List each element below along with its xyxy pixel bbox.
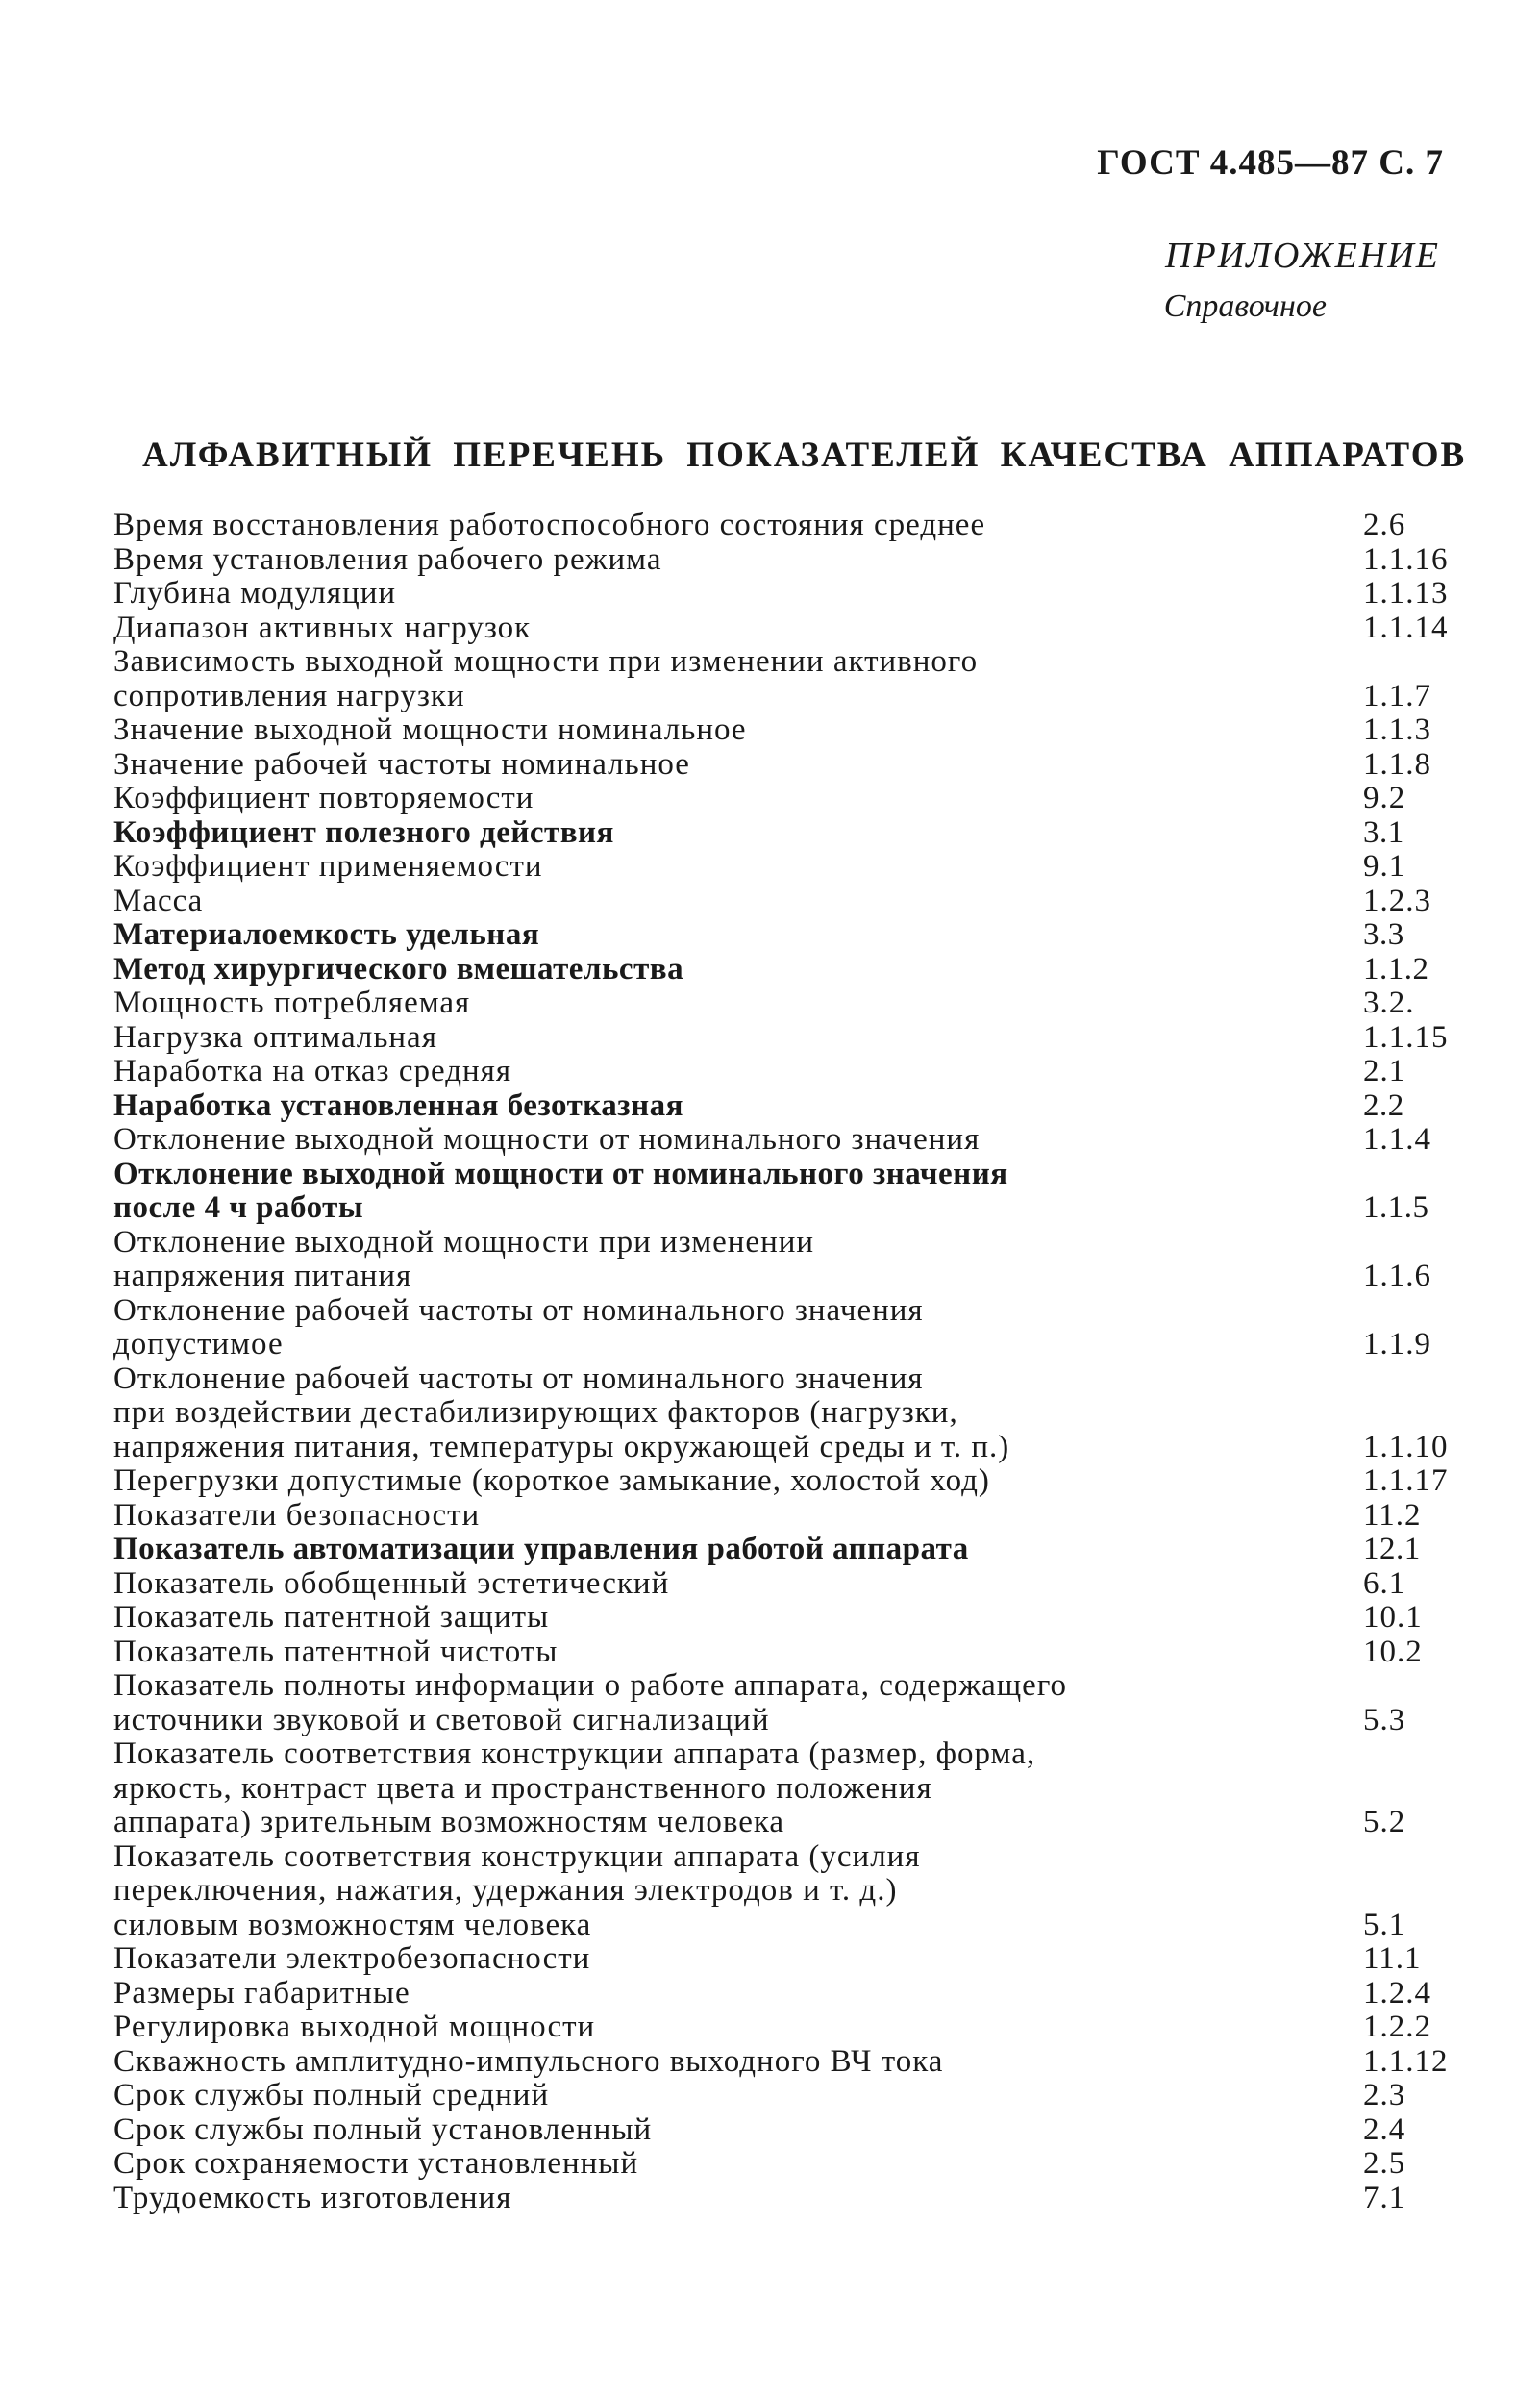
entry-ref: 1.2.4 — [1363, 1975, 1431, 2011]
entry-term: Показатель соответствия конструкции аппарата (усилия переключения, нажатия, удержания электродов и т. д.) силовым возможностям человека — [113, 1838, 921, 1942]
entry-term: Отклонение рабочей частоты от номинального значения при воздействии дестабилизирующих факторов (нагрузки, напряжения питания, температуры окружающей среды и т. п.) — [113, 1361, 1010, 1464]
entry-term: Перегрузки допустимые (короткое замыкание, холостой ход) — [113, 1463, 990, 1498]
appendix-label: ПРИЛОЖЕНИЕ — [1165, 236, 1440, 276]
entry-term: Значение рабочей частоты номинальное — [113, 746, 690, 782]
index-entry — [113, 1089, 1459, 1124]
index-entry — [113, 509, 1459, 543]
index-entry — [113, 987, 1459, 1021]
entry-term: Масса — [113, 883, 204, 918]
entry-term: Показатели электробезопасности — [113, 1941, 591, 1976]
index-entry — [113, 816, 1459, 851]
entry-term: Отклонение выходной мощности при изменении напряжения питания — [113, 1224, 815, 1293]
index-entry — [113, 885, 1459, 919]
index-entry — [113, 850, 1459, 885]
entry-ref: 1.1.17 — [1363, 1463, 1449, 1498]
entry-ref: 2.1 — [1363, 1054, 1406, 1088]
entry-term: Показатель обобщенный эстетический — [113, 1565, 670, 1601]
appendix-type: Справочное — [1163, 288, 1327, 324]
entry-ref: 1.1.2 — [1363, 951, 1429, 987]
index-entry — [113, 1123, 1459, 1158]
index-entry — [113, 1158, 1459, 1226]
index-entry — [113, 1362, 1459, 1465]
entry-ref: 5.1 — [1363, 1907, 1406, 1942]
entry-term: Коэффициент применяемости — [113, 849, 543, 884]
entry-term: Регулировка выходной мощности — [113, 2010, 596, 2044]
entry-ref: 1.1.16 — [1363, 541, 1449, 577]
index-entry — [113, 1055, 1459, 1089]
entry-term: Значение выходной мощности номинальное — [113, 712, 747, 747]
entry-term: Глубина модуляции — [113, 576, 397, 611]
entry-term: Показатель автоматизации управления работой аппарата — [113, 1532, 969, 1566]
entry-term: Время восстановления работоспособного состояния среднее — [113, 508, 986, 542]
index-entry — [113, 1840, 1459, 1943]
entry-ref: 11.1 — [1363, 1941, 1422, 1976]
entry-term: Отклонение выходной мощности от номинального значения — [113, 1122, 981, 1157]
index-entry — [113, 1021, 1459, 1056]
entry-ref: 11.2 — [1363, 1497, 1422, 1533]
entry-term: Материалоемкость удельная — [113, 917, 540, 952]
entry-ref: 2.5 — [1363, 2146, 1406, 2181]
index-entry — [113, 1601, 1459, 1636]
entry-term: Показатель патентной защиты — [113, 1600, 550, 1635]
index-entry — [113, 1636, 1459, 1670]
entry-term: Отклонение выходной мощности от номинального значения после 4 ч работы — [113, 1156, 1008, 1225]
entry-ref: 6.1 — [1363, 1565, 1406, 1601]
index-entry — [113, 2147, 1459, 2182]
entry-term: Срок сохраняемости установленный — [113, 2146, 639, 2181]
entry-ref: 1.1.5 — [1363, 1190, 1429, 1225]
index-entry — [113, 2079, 1459, 2113]
entry-term: Показатель полноты информации о работе аппарата, содержащего источники звуковой и световой сигнализаций — [113, 1668, 1068, 1737]
index-entry — [113, 1737, 1459, 1840]
entry-ref: 1.1.14 — [1363, 610, 1449, 645]
entry-ref: 2.4 — [1363, 2111, 1406, 2147]
entry-ref: 3.3 — [1363, 917, 1404, 952]
entry-ref: 1.1.10 — [1363, 1429, 1449, 1464]
index-entry — [113, 1499, 1459, 1534]
index-entry — [113, 953, 1459, 987]
entry-ref: 10.2 — [1363, 1634, 1423, 1669]
index-list — [113, 509, 1459, 2215]
entry-term: Коэффициент полезного действия — [113, 814, 614, 850]
index-entry — [113, 645, 1459, 713]
index-entry — [113, 2011, 1459, 2045]
entry-ref: 1.1.9 — [1363, 1327, 1431, 1361]
entry-ref: 1.2.2 — [1363, 2010, 1431, 2044]
entry-term: Нагрузка оптимальная — [113, 1019, 437, 1055]
index-entry — [113, 1294, 1459, 1362]
index-entry — [113, 782, 1459, 816]
entry-term: Наработка на отказ средняя — [113, 1054, 512, 1088]
entry-ref: 5.2 — [1363, 1805, 1406, 1839]
entry-ref: 1.2.3 — [1363, 883, 1431, 918]
index-entry — [113, 918, 1459, 953]
entry-term: Размеры габаритные — [113, 1975, 410, 2011]
entry-ref: 1.1.15 — [1363, 1019, 1449, 1055]
index-entry — [113, 2113, 1459, 2148]
entry-term: Срок службы полный установленный — [113, 2111, 653, 2147]
entry-ref: 9.1 — [1363, 849, 1406, 884]
entry-ref: 7.1 — [1363, 2180, 1406, 2215]
index-entry — [113, 1567, 1459, 1602]
entry-term: Зависимость выходной мощности при изменении активного сопротивления нагрузки — [113, 644, 979, 713]
entry-term: Показатель патентной чистоты — [113, 1634, 559, 1669]
entry-ref: 1.1.7 — [1363, 678, 1431, 713]
entry-ref: 3.1 — [1363, 814, 1404, 850]
entry-term: Наработка установленная безотказная — [113, 1087, 683, 1123]
index-entry — [113, 713, 1459, 748]
entry-term: Показатель соответствия конструкции аппарата (размер, форма, яркость, контраст цвета и пространственного положения аппарата) зрительным возможностям человека — [113, 1736, 1036, 1839]
page-title: АЛФАВИТНЫЙ ПЕРЕЧЕНЬ ПОКАЗАТЕЛЕЙ КАЧЕСТВА АППАРАТОВ — [142, 436, 1467, 475]
entry-ref: 9.2 — [1363, 781, 1406, 815]
index-entry — [113, 1464, 1459, 1499]
entry-term: Отклонение рабочей частоты от номинального значения допустимое — [113, 1292, 924, 1361]
entry-ref: 3.2. — [1363, 986, 1415, 1020]
index-entry — [113, 1226, 1459, 1294]
index-entry — [113, 2045, 1459, 2080]
entry-ref: 1.1.6 — [1363, 1259, 1431, 1293]
index-entry — [113, 1533, 1459, 1567]
index-entry — [113, 2182, 1459, 2216]
entry-ref: 1.1.3 — [1363, 712, 1431, 747]
document-code: ГОСТ 4.485—87 С. 7 — [1097, 143, 1444, 183]
entry-ref: 2.6 — [1363, 508, 1406, 542]
entry-ref: 2.3 — [1363, 2078, 1406, 2112]
entry-term: Трудоемкость изготовления — [113, 2180, 512, 2215]
index-entry — [113, 748, 1459, 783]
entry-term: Скважность амплитудно-импульсного выходного ВЧ тока — [113, 2043, 944, 2079]
index-entry — [113, 543, 1459, 578]
entry-ref: 1.1.12 — [1363, 2043, 1449, 2079]
index-entry — [113, 577, 1459, 612]
entry-term: Срок службы полный средний — [113, 2078, 550, 2112]
entry-ref: 2.2 — [1363, 1087, 1404, 1123]
index-entry — [113, 1669, 1459, 1737]
entry-ref: 1.1.4 — [1363, 1122, 1431, 1157]
entry-ref: 12.1 — [1363, 1532, 1421, 1566]
entry-ref: 1.1.13 — [1363, 576, 1449, 611]
entry-ref: 1.1.8 — [1363, 746, 1431, 782]
entry-term: Показатели безопасности — [113, 1497, 481, 1533]
entry-term: Метод хирургического вмешательства — [113, 951, 684, 987]
entry-ref: 5.3 — [1363, 1702, 1406, 1737]
entry-term: Диапазон активных нагрузок — [113, 610, 532, 645]
index-entry — [113, 1942, 1459, 1977]
entry-ref: 10.1 — [1363, 1600, 1423, 1635]
index-entry — [113, 1977, 1459, 2011]
entry-term: Время установления рабочего режима — [113, 541, 662, 577]
index-entry — [113, 612, 1459, 646]
entry-term: Коэффициент повторяемости — [113, 781, 534, 815]
entry-term: Мощность потребляемая — [113, 986, 471, 1020]
